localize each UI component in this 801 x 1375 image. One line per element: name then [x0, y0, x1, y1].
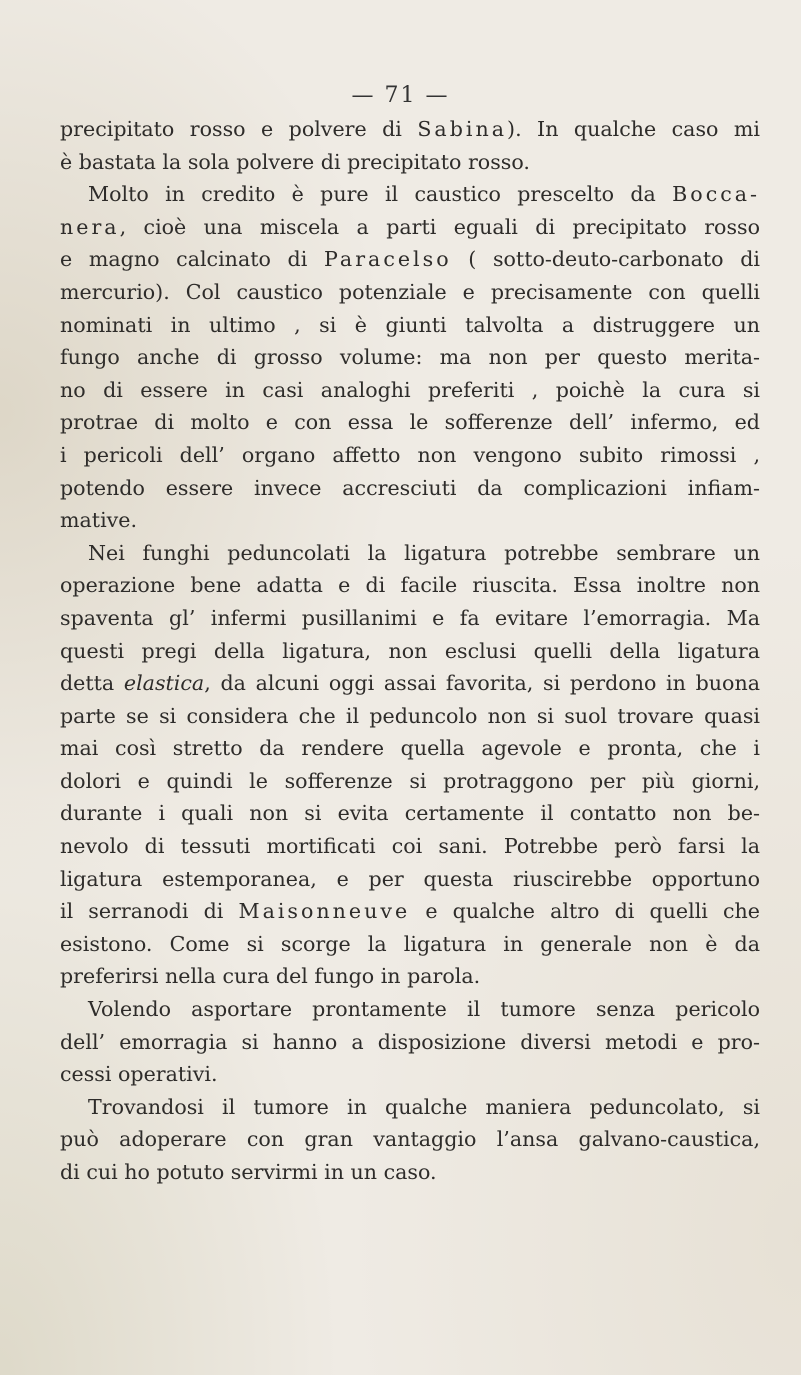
text-segment: potendo essere invece accresciuti da complicazioni infiam-	[60, 475, 760, 500]
text-line	[60, 1058, 760, 1091]
spaced-name: Maisonneuve	[238, 899, 411, 924]
text-line	[60, 928, 760, 961]
text-line	[60, 243, 760, 276]
text-line	[60, 863, 760, 896]
text-line	[60, 797, 760, 830]
text-segment: , cioè una miscela a parti eguali di precipitato rosso	[119, 214, 760, 239]
text-segment: protrae di molto e con essa le sofferenze dell’ infermo, ed	[60, 410, 760, 435]
text-segment: Volendo asportare prontamente il tumore senza pericolo	[88, 997, 760, 1022]
text-segment: operazione bene adatta e di facile riuscita. Essa inoltre non	[60, 573, 760, 598]
text-line	[60, 472, 760, 505]
text-line	[60, 1091, 760, 1124]
text-segment: può adoperare con gran vantaggio l’ansa galvano-caustica,	[60, 1127, 760, 1152]
text-segment: questi pregi della ligatura, non esclusi quelli della ligatura	[60, 638, 760, 663]
text-line	[60, 211, 760, 244]
page-number: — 71 —	[351, 83, 450, 108]
text-segment: durante i quali non si evita certamente il contatto non be-	[60, 801, 760, 826]
text-line	[60, 537, 760, 570]
text-segment: di cui ho potuto servirmi in un caso.	[60, 1160, 437, 1184]
text-line	[60, 635, 760, 668]
text-segment: esistono. Come si scorge la ligatura in generale non è da	[60, 931, 760, 956]
text-segment: , da alcuni oggi assai favorita, si perdono in buona	[204, 671, 760, 696]
text-line	[60, 993, 760, 1026]
text-segment: mercurio). Col caustico potenziale e precisamente con quelli	[60, 279, 760, 304]
text-segment: ). In qualche caso mi	[507, 117, 760, 141]
text-segment: è bastata la sola polvere di precipitato rosso.	[60, 149, 530, 174]
text-segment: ligatura estemporanea, e per questa riuscirebbe opportuno	[60, 866, 760, 891]
text-line	[60, 146, 760, 179]
text-segment: i pericoli dell’ organo affetto non vengono subito rimossi ,	[60, 442, 760, 467]
text-segment: no di essere in casi analoghi preferiti , poichè la cura si	[60, 377, 760, 402]
text-segment: Trovandosi il tumore in qualche maniera peduncolato, si	[88, 1094, 760, 1119]
spaced-name: Sabina	[417, 117, 508, 141]
text-segment: nominati in ultimo , si è giunti talvolta a distruggere un	[60, 312, 760, 337]
text-line	[60, 602, 760, 635]
text-line	[60, 276, 760, 309]
text-line	[60, 895, 760, 928]
text-segment: Nei funghi peduncolati la ligatura potrebbe sembrare un	[88, 540, 760, 565]
text-segment: preferirsi nella cura del fungo in parola.	[60, 964, 481, 989]
text-segment: Molto in credito è pure il caustico prescelto da	[88, 182, 673, 207]
text-line	[60, 569, 760, 602]
text-segment: mative.	[60, 508, 138, 533]
spaced-name: Bocca-	[672, 182, 760, 207]
text-segment: e qualche altro di quelli che	[410, 899, 760, 924]
text-segment: fungo anche di grosso volume: ma non per questo merita-	[60, 345, 760, 370]
text-line	[60, 341, 760, 374]
text-line	[60, 309, 760, 342]
text-line	[60, 765, 760, 798]
text-line	[60, 439, 760, 472]
text-segment: mai così stretto da rendere quella agevole e pronta, che i	[60, 736, 760, 761]
text-line	[60, 406, 760, 439]
text-segment: parte se si considera che il peduncolo non si suol trovare quasi	[60, 703, 760, 728]
spaced-name: Paracelso	[324, 247, 452, 272]
text-segment: il serranodi di	[60, 899, 239, 924]
text-segment: ( sotto-deuto-carbonato di	[451, 247, 760, 272]
text-segment: detta	[60, 671, 124, 696]
body-text	[60, 113, 760, 1189]
text-line	[60, 374, 760, 407]
text-segment: nevolo di tessuti mortificati coi sani. Potrebbe però farsi la	[60, 834, 760, 859]
italic-term: elastica	[123, 671, 205, 696]
text-segment: dolori e quindi le sofferenze si protraggono per più giorni,	[60, 768, 760, 793]
text-segment: spaventa gl’ infermi pusillanimi e fa evitare l’emorragia. Ma	[60, 605, 760, 630]
text-segment: cessi operativi.	[60, 1062, 218, 1087]
text-line	[60, 667, 760, 700]
text-segment: dell’ emorragia si hanno a disposizione diversi metodi e pro-	[60, 1029, 760, 1054]
spaced-name: nera	[60, 214, 120, 239]
text-line	[60, 1156, 760, 1189]
text-line	[60, 113, 760, 146]
text-line	[60, 1123, 760, 1156]
text-line	[60, 178, 760, 211]
text-line	[60, 732, 760, 765]
text-line	[60, 1026, 760, 1059]
text-line	[60, 960, 760, 993]
text-segment: e magno calcinato di	[60, 247, 324, 272]
text-segment: precipitato rosso e polvere di	[60, 117, 418, 141]
text-line	[60, 504, 760, 537]
text-line	[60, 700, 760, 733]
text-line	[60, 830, 760, 863]
